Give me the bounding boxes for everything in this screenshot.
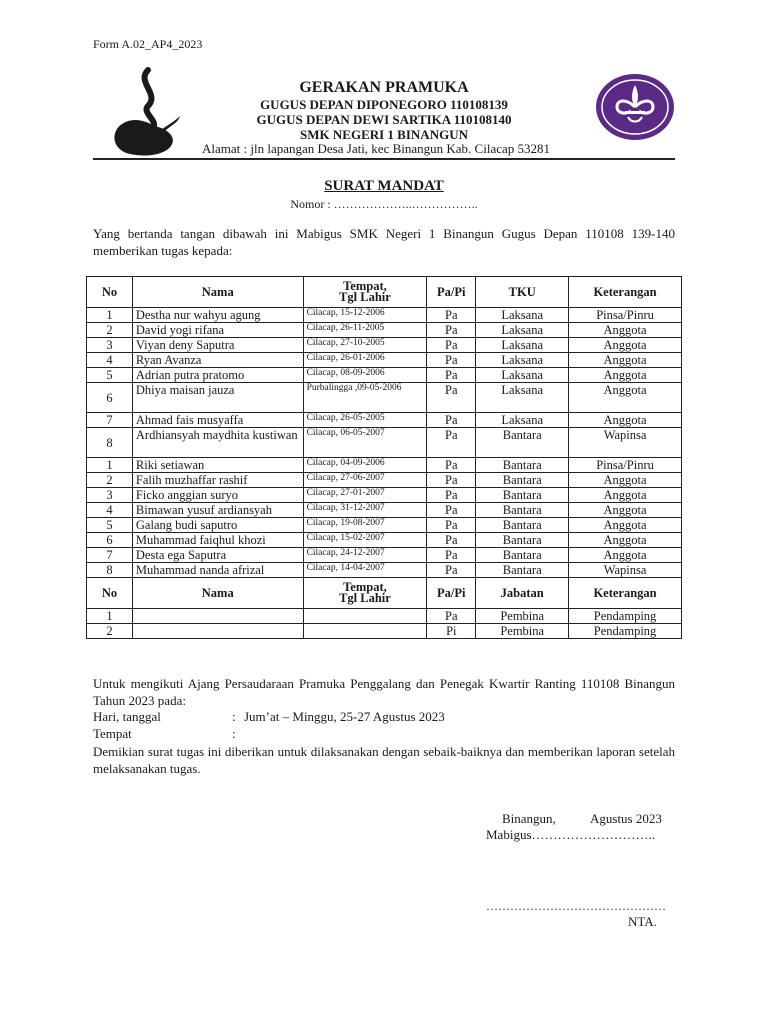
cell-tku: Bantara [476,548,569,563]
cell-nama: Ficko anggian suryo [132,488,303,503]
cell-pa-pi: Pa [427,488,476,503]
cell-tempat-tgl-lahir: Cilacap, 26-11-2005 [303,323,427,338]
date-label: Hari, tanggal [93,709,161,724]
cell-keterangan: Anggota [569,473,682,488]
cell-keterangan: Anggota [569,488,682,503]
cell-tku: Bantara [476,518,569,533]
cell-pa-pi: Pa [427,353,476,368]
cell-jabatan: Pembina [476,624,569,639]
cell-no: 3 [87,488,133,503]
cell-no: 2 [87,473,133,488]
letter-number: Nomor : ………………..…………….. [290,197,478,211]
header-no: No [87,578,133,609]
cell-tku: Laksana [476,413,569,428]
cell-nama: Adrian putra pratomo [132,368,303,383]
cell-tku: Laksana [476,323,569,338]
cell-no: 2 [87,624,133,639]
cell-keterangan: Anggota [569,413,682,428]
cell-tempat-tgl-lahir: Cilacap, 24-12-2007 [303,548,427,563]
cell-pa-pi: Pa [427,308,476,323]
document-title: SURAT MANDAT [324,178,444,194]
table-row [87,609,682,624]
cell-no: 3 [87,338,133,353]
table-row [87,503,682,518]
cell-keterangan: Anggota [569,518,682,533]
cell-tku: Bantara [476,533,569,548]
cell-tempat-tgl-lahir [303,609,427,624]
cell-tempat-tgl-lahir: Cilacap, 27-06-2007 [303,473,427,488]
cell-no: 4 [87,353,133,368]
cell-nama: Viyan deny Saputra [132,338,303,353]
place-label: Tempat [93,726,132,741]
table-row [87,458,682,473]
cell-keterangan: Anggota [569,368,682,383]
cell-pa-pi: Pa [427,323,476,338]
cell-tempat-tgl-lahir: Cilacap, 14-04-2007 [303,563,427,578]
cell-keterangan: Wapinsa [569,563,682,578]
cell-tku: Laksana [476,338,569,353]
cell-tempat-tgl-lahir: Cilacap, 08-09-2006 [303,368,427,383]
event-paragraph: Untuk mengikuti Ajang Persaudaraan Pramuka Penggalang dan Penegak Kwartir Ranting 110108 Binangun Tahun 2023 pada: [93,676,675,708]
table-row [87,473,682,488]
cell-no: 6 [87,533,133,548]
cell-tempat-tgl-lahir: Cilacap, 27-01-2007 [303,488,427,503]
cell-tku: Bantara [476,428,569,458]
cell-nama [132,624,303,639]
header-tempat-tgl-lahir: Tempat, Tgl Lahir [303,578,427,609]
cell-keterangan: Wapinsa [569,428,682,458]
place-colon: : [232,726,236,741]
cell-pa-pi: Pa [427,548,476,563]
nta-label: NTA. [628,914,657,929]
cell-pa-pi: Pa [427,473,476,488]
signature-role: Mabigus……………………….. [486,827,655,842]
cell-pa-pi: Pa [427,368,476,383]
intro-paragraph: Yang bertanda tangan dibawah ini Mabigus SMK Negeri 1 Binangun Gugus Depan 110108 139-140 memberikan tugas kepada: [93,226,675,258]
date-value: Jum’at – Minggu, 25-27 Agustus 2023 [244,709,445,724]
table-row [87,488,682,503]
cell-no: 2 [87,323,133,338]
cell-keterangan: Anggota [569,323,682,338]
cell-nama: Galang budi saputro [132,518,303,533]
header-keterangan: Keterangan [569,578,682,609]
cell-pa-pi: Pa [427,338,476,353]
cell-tempat-tgl-lahir: Cilacap, 06-05-2007 [303,428,427,458]
cell-pa-pi: Pa [427,458,476,473]
cell-no: 7 [87,413,133,428]
address: Alamat : jln lapangan Desa Jati, kec Binangun Kab. Cilacap 53281 [202,141,551,156]
cell-keterangan: Anggota [569,548,682,563]
school-name: SMK NEGERI 1 BINANGUN [300,127,468,142]
org-name: GERAKAN PRAMUKA [299,79,469,96]
header-tempat-tgl-lahir: Tempat, Tgl Lahir [303,277,427,308]
cell-pa-pi: Pa [427,563,476,578]
table-row [87,413,682,428]
cell-tku: Bantara [476,458,569,473]
cell-no: 7 [87,548,133,563]
cell-nama: Ryan Avanza [132,353,303,368]
cell-tku: Laksana [476,368,569,383]
cell-tempat-tgl-lahir: Cilacap, 19-08-2007 [303,518,427,533]
cell-nama: Bimawan yusuf ardiansyah [132,503,303,518]
cell-pa-pi: Pa [427,609,476,624]
header-keterangan: Keterangan [569,277,682,308]
cell-no: 1 [87,609,133,624]
table-row [87,428,682,458]
cell-nama: Destha nur wahyu agung [132,308,303,323]
cell-keterangan: Anggota [569,533,682,548]
cell-tku: Bantara [476,473,569,488]
cell-tempat-tgl-lahir: Purbalingga ,09-05-2006 [303,383,427,413]
cell-jabatan: Pembina [476,609,569,624]
cell-pa-pi: Pi [427,624,476,639]
roster-table [86,276,682,639]
cell-tku: Laksana [476,308,569,323]
cell-keterangan: Pendamping [569,609,682,624]
cell-nama: Riki setiawan [132,458,303,473]
cell-nama: Dhiya maisan jauza [132,383,303,413]
table-row [87,353,682,368]
cell-keterangan: Anggota [569,353,682,368]
table-row [87,323,682,338]
cell-tempat-tgl-lahir: Cilacap, 15-12-2006 [303,308,427,323]
wosm-emblem-icon [595,73,675,141]
header-nama: Nama [132,277,303,308]
cell-pa-pi: Pa [427,383,476,413]
table-row [87,563,682,578]
cell-keterangan: Anggota [569,383,682,413]
header-pa-pi: Pa/Pi [427,277,476,308]
cell-tempat-tgl-lahir: Cilacap, 04-09-2006 [303,458,427,473]
table-header-row [87,277,682,308]
cell-no: 1 [87,458,133,473]
cell-keterangan: Pinsa/Pinru [569,458,682,473]
cell-keterangan: Pinsa/Pinru [569,308,682,323]
table-row [87,368,682,383]
cell-nama: David yogi rifana [132,323,303,338]
table-row [87,308,682,323]
cell-keterangan: Anggota [569,338,682,353]
cell-no: 6 [87,383,133,413]
cell-tempat-tgl-lahir: Cilacap, 15-02-2007 [303,533,427,548]
signature-line: ……………………………………… [486,899,666,913]
form-code: Form A.02_AP4_2023 [93,37,203,51]
cell-no: 8 [87,563,133,578]
closing-paragraph: Demikian surat tugas ini diberikan untuk dilaksanakan dengan sebaik-baiknya dan memberikan laporan setelah melaksanakan tugas. [93,744,675,776]
gudep-diponegoro: GUGUS DEPAN DIPONEGORO 110108139 [260,97,508,112]
cell-nama [132,609,303,624]
cell-keterangan: Anggota [569,503,682,518]
header-jabatan: Jabatan [476,578,569,609]
header-nama: Nama [132,578,303,609]
table-row [87,533,682,548]
cell-nama: Muhammad nanda afrizal [132,563,303,578]
date-colon: : [232,709,236,724]
table-row [87,548,682,563]
gudep-dewi-sartika: GUGUS DEPAN DEWI SARTIKA 110108140 [256,112,512,127]
cell-tku: Bantara [476,503,569,518]
header-no: No [87,277,133,308]
header-tku: TKU [476,277,569,308]
cell-no: 1 [87,308,133,323]
cell-tempat-tgl-lahir [303,624,427,639]
cell-pa-pi: Pa [427,503,476,518]
cell-tku: Bantara [476,563,569,578]
table-row [87,624,682,639]
signature-place: Binangun, [502,811,556,826]
cell-no: 4 [87,503,133,518]
cell-nama: Ardhiansyah maydhita kustiwan [132,428,303,458]
table-row [87,338,682,353]
cell-pa-pi: Pa [427,518,476,533]
header-divider [93,158,675,160]
cell-no: 5 [87,368,133,383]
cell-tempat-tgl-lahir: Cilacap, 31-12-2007 [303,503,427,518]
cell-keterangan: Pendamping [569,624,682,639]
signature-date: Agustus 2023 [590,811,662,826]
cell-pa-pi: Pa [427,533,476,548]
cell-no: 5 [87,518,133,533]
cell-nama: Desta ega Saputra [132,548,303,563]
cell-pa-pi: Pa [427,413,476,428]
header-pa-pi: Pa/Pi [427,578,476,609]
cell-nama: Falih muzhaffar rashif [132,473,303,488]
cell-tempat-tgl-lahir: Cilacap, 26-01-2006 [303,353,427,368]
cell-nama: Ahmad fais musyaffa [132,413,303,428]
table-row [87,518,682,533]
cell-tku: Laksana [476,353,569,368]
cell-no: 8 [87,428,133,458]
table-row [87,383,682,413]
cell-tempat-tgl-lahir: Cilacap, 26-05-2005 [303,413,427,428]
cell-tempat-tgl-lahir: Cilacap, 27-10-2005 [303,338,427,353]
cell-nama: Muhammad faiqhul khozi [132,533,303,548]
table-header-row [87,578,682,609]
cell-tku: Laksana [476,383,569,413]
cell-tku: Bantara [476,488,569,503]
cell-pa-pi: Pa [427,428,476,458]
